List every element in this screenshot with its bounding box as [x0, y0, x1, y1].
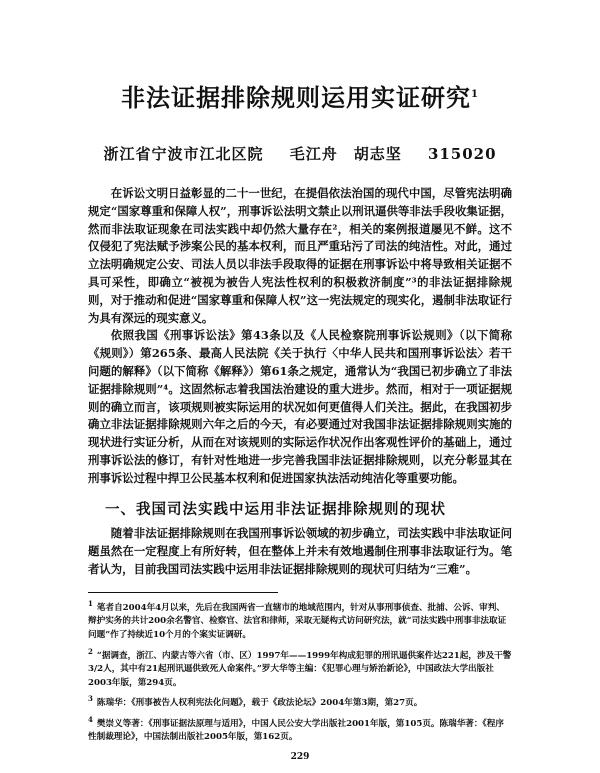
authors: 毛江舟 胡志坚 [289, 145, 402, 163]
footnotes [88, 597, 512, 747]
footnote [88, 645, 512, 691]
footnote-text: “据调查，浙江、内蒙古等六省（市、区）1997年——1999年构成犯罪的刑讯逼供案件达221起，涉及干警3/2人，其中有21起刑讯逼供致死人命案件。”罗大华等主编：《犯罪心理与矫治新论》，中国政法大学出版社2003年版，第294页。 [88, 650, 512, 688]
footnote-mark: 1 [88, 599, 93, 608]
footnote [88, 597, 512, 643]
author-line [0, 143, 600, 164]
paragraph-1: 在诉讼文明日益彰显的二十一世纪，在提倡依法治国的现代中国，尽管宪法明确规定“国家尊重和保障人权”，刑事诉讼法明文禁止以刑讯逼供等非法手段收集证据，然而非法取证现象在司法实践中却仍然大量存在²，相关的案例报道屡见不鲜。这不仅侵犯了宪法赋予涉案公民的基本权利，而且严重玷污了司法的纯洁性。对此，通过立法明确规定公安、司法人员以非法手段取得的证据在刑事诉讼中将导致相关证据不具可采性，即确立“被视为被告人宪法性权利的积极救济制度”³的非法证据排除规则，对于推动和促进“国家尊重和保障人权”这一宪法规定的现实化，遏制非法取证行为具有深远的现实意义。 [88, 186, 512, 325]
footnote-text: 笔者自2004年4月以来，先后在我国两省一直辖市的地域范围内，针对从事刑事侦查、批捕、公诉、审判、辩护实务的共计200余名警官、检察官、法官和律师，采取无疑构式访问研究法，就“司法实践中刑事非法取证问题”作了持续近10个月的个案实证调研。 [88, 602, 507, 641]
footnote-mark: 4 [88, 714, 93, 724]
paragraph-2: 依照我国《刑事诉讼法》第43条以及《人民检察院刑事诉讼规则》（以下简称《规则》）第265条、最高人民法院《关于执行〈中华人民共和国刑事诉讼法〉若干问题的解释》（以下简称《解释》）第61条之规定，通常认为“我国已初步确立了非法证据排除规则”⁴。这固然标志着我国法治建设的重大进步。然而，相对于一项证据规则的确立而言，该项规则被实际运用的状况如何更值得人们关注。据此，在我国初步确立非法证据排除规则六年之后的今天，有必要通过对我国非法证据排除规则实施的现状进行实证分析，从而在对该规则的实际运作状况作出客观性评价的基础上，通过刑事诉讼法的修订，有针对性地进一步完善我国非法证据排除规则，以充分彰显其在刑事诉讼过程中捍卫公民基本权利和促进国家执法活动纯洁化等重要功能。 [88, 328, 512, 485]
postcode: 315020 [427, 145, 497, 163]
footnote-divider [88, 592, 278, 593]
page-number: 229 [290, 752, 310, 762]
page-title [0, 78, 600, 113]
footnote-mark: 2 [88, 646, 93, 656]
footnote [88, 692, 512, 710]
footnote-mark: 3 [88, 694, 93, 704]
footnote-text: 陈瑞华：《刑事被告人权利宪法化问题》，载于《政法论坛》2004年第3期，第27页。 [96, 698, 423, 709]
footnote-text: 樊崇义等著：《刑事证据法原理与适用》，中国人民公安大学出版社2001年版，第105页。陈瑞华著：《程序性制裁理论》，中国法制出版社2005年版，第162页。 [88, 718, 504, 743]
section-paragraph: 随着非法证据排除规则在我国刑事诉讼领域的初步确立，司法实践中非法取证问题虽然在一定程度上有所好转，但在整体上并未有效地遏制住刑事非法取证行为。笔者认为，目前我国司法实践中运用非法证据排除规则的现状可归结为“三难”。 [88, 526, 512, 576]
section-heading: 一、我国司法实践中运用非法证据排除规则的现状 [105, 501, 446, 518]
intro-body [88, 185, 512, 488]
title-text: 非法证据排除规则运用实证研究 [121, 83, 472, 112]
footnote [88, 713, 512, 745]
section-body [88, 525, 512, 578]
title-footnote-mark[interactable]: 1 [471, 89, 479, 100]
affiliation: 浙江省宁波市江北区院 [103, 145, 264, 163]
